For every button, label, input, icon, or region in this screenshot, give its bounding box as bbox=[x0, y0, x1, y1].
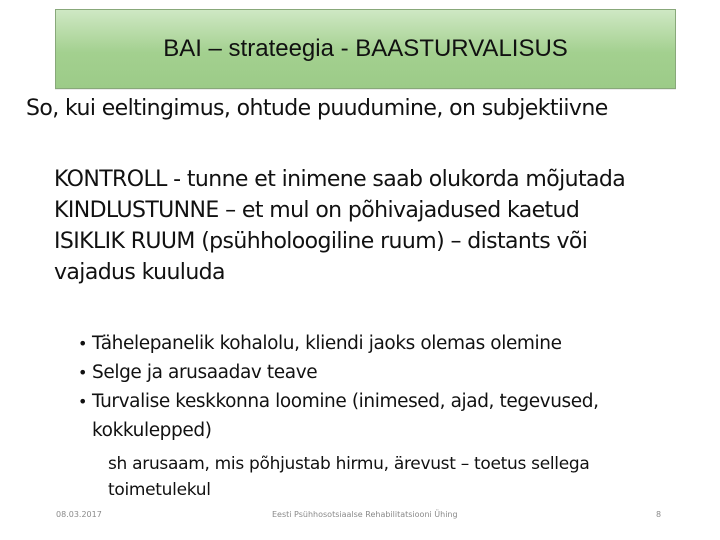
slide-title: BAI – strateegia - BAASTURVALISUS bbox=[163, 35, 568, 62]
bullet-text: Turvalise keskkonna loomine (inimesed, ajad, tegevused, kokkulepped) bbox=[92, 391, 599, 441]
slide-subtitle: So, kui eeltingimus, ohtude puudumine, on subjektiivne bbox=[26, 96, 608, 121]
key-line-control: KONTROLL - tunne et inimene saab olukorda mõjutada bbox=[54, 167, 626, 192]
key-line-personal-space: ISIKLIK RUUM (psühholoogiline ruum) – distants või vajadus kuuluda bbox=[54, 229, 588, 285]
footer-organization: Eesti Psühhosotsiaalse Rehabilitatsiooni Ühing bbox=[272, 510, 458, 519]
footer-page-number: 8 bbox=[656, 510, 662, 519]
key-line-security: KINDLUSTUNNE – et mul on põhivajadused kaetud bbox=[54, 198, 580, 223]
key-lines bbox=[54, 164, 694, 288]
bullet-dot-icon: • bbox=[78, 334, 88, 353]
bullet-dot-icon: • bbox=[78, 363, 88, 382]
title-box bbox=[55, 9, 676, 89]
bullet-text: Tähelepanelik kohalolu, kliendi jaoks olemas olemine bbox=[92, 333, 562, 354]
sub-note: sh arusaam, mis põhjustab hirmu, ärevust – toetus sellega toimetulekul bbox=[108, 454, 590, 500]
bullet-dot-icon: • bbox=[78, 392, 88, 411]
bullet-text: Selge ja arusaadav teave bbox=[92, 362, 318, 383]
footer-date: 08.03.2017 bbox=[56, 510, 102, 519]
bullet-item bbox=[78, 358, 693, 387]
bullet-item bbox=[78, 329, 693, 358]
bullet-item bbox=[78, 387, 693, 445]
bullet-list bbox=[78, 329, 693, 445]
